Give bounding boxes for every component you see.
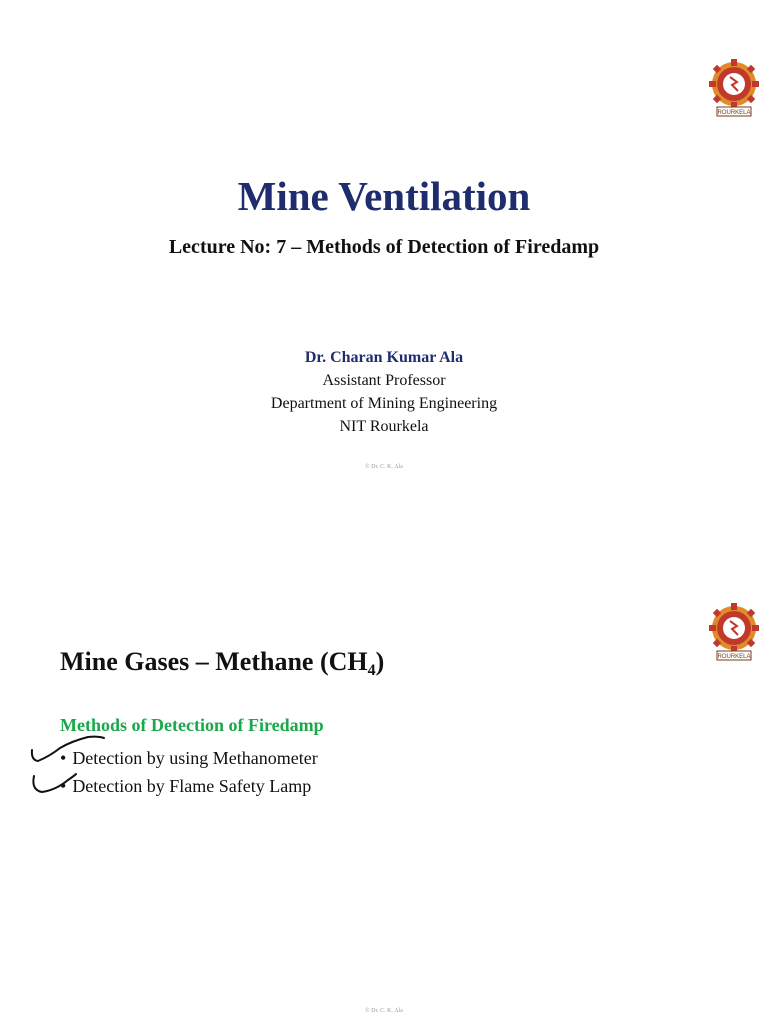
section-heading: Methods of Detection of Firedamp — [60, 715, 324, 735]
lecture-subtitle: Lecture No: 7 – Methods of Detection of Firedamp — [168, 236, 600, 258]
author-position: Assistant Professor — [322, 372, 446, 389]
title-end: ) — [375, 647, 385, 676]
bullet-text: Detection by using Methanometer — [72, 748, 318, 768]
bullet-list — [60, 744, 318, 800]
title-main: Mine Gases – Methane (CH — [60, 647, 368, 676]
author-name: Dr. Charan Kumar Ala — [304, 349, 464, 366]
copyright-watermark: © Dr. C. K. Ala — [365, 1008, 403, 1014]
list-item: • Detection by using Methanometer — [60, 748, 318, 768]
content-slide — [0, 512, 768, 1024]
list-item: • Detection by Flame Safety Lamp — [60, 776, 312, 796]
logo-text: ROURKELA — [717, 110, 751, 116]
copyright-watermark: © Dr. C. K. Ala — [365, 464, 403, 470]
nit-rourkela-emblem-icon — [704, 58, 764, 118]
author-institute: NIT Rourkela — [339, 418, 429, 435]
author-department: Department of Mining Engineering — [270, 395, 498, 412]
bullet-text: Detection by Flame Safety Lamp — [72, 776, 312, 796]
nit-rourkela-emblem-icon — [704, 602, 764, 662]
author-block — [0, 346, 768, 438]
slide-title: Mine Ventilation — [237, 173, 531, 219]
logo-text: ROURKELA — [717, 654, 751, 660]
title-subscript: 4 — [367, 662, 376, 679]
slide-title — [60, 647, 384, 680]
